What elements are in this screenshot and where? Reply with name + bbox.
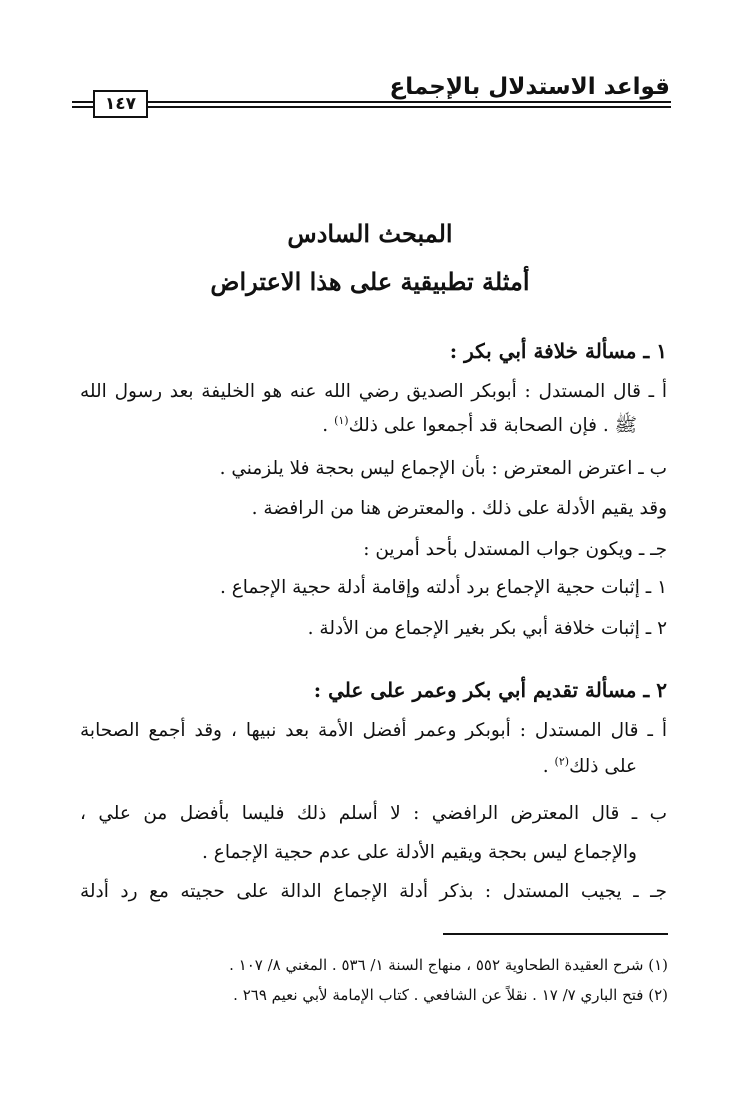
body-line: وقد يقيم الأدلة على ذلك . والمعترض هنا من الرافضة .	[251, 498, 667, 519]
body-line-text: على ذلك	[569, 756, 637, 777]
body-line: أ ـ قال المستدل : أبوبكر وعمر أفضل الأمة بعد نبيها ، وقد أجمع الصحابة	[80, 720, 667, 741]
body-line: ٢ ـ إثبات خلافة أبي بكر بغير الإجماع من الأدلة .	[307, 618, 667, 639]
body-line: أ ـ قال المستدل : أبوبكر الصديق رضي الله عنه هو الخليفة بعد رسول الله	[80, 381, 667, 402]
body-line: جـ ـ ويكون جواب المستدل بأحد أمرين :	[363, 539, 667, 560]
footnote-rule	[443, 933, 668, 935]
section-subtitle: أمثلة تطبيقية على هذا الاعتراض	[210, 267, 530, 296]
footnote-ref-1: (١)	[334, 413, 349, 427]
section-title: المبحث السادس	[287, 219, 453, 248]
header-double-rule	[72, 101, 671, 108]
body-line: ١ ـ إثبات حجية الإجماع برد أدلته وإقامة أدلة حجية الإجماع .	[219, 577, 667, 598]
body-line: ب ـ قال المعترض الرافضي : لا أسلم ذلك فليسا بأفضل من علي ،	[80, 803, 667, 824]
body-line: ب ـ اعترض المعترض : بأن الإجماع ليس بحجة فلا يلزمني .	[219, 458, 667, 479]
footnote-1: (١) شرح العقيدة الطحاوية ٥٥٢ ، منهاج السنة ١/ ٥٣٦ . المغني ٨/ ١٠٧ .	[229, 956, 668, 974]
body-line	[322, 411, 637, 441]
body-line-end: .	[322, 415, 335, 436]
footnote-2: (٢) فتح الباري ٧/ ١٧ . نقلاً عن الشافعي . كتاب الإمامة لأبي نعيم ٢٦٩ .	[233, 986, 668, 1004]
running-title: قواعد الاستدلال بالإجماع	[389, 74, 670, 100]
body-line: والإجماع ليس بحجة ويقيم الأدلة على عدم حجية الإجماع .	[202, 842, 637, 863]
issue-1-heading: ١ ـ مسألة خلافة أبي بكر :	[449, 339, 667, 363]
body-line: جـ ـ يجيب المستدل : بذكر أدلة الإجماع الدالة على حجيته مع رد أدلة	[80, 881, 667, 902]
body-line-end: .	[542, 756, 555, 777]
page-number: ١٤٧	[93, 90, 148, 118]
issue-2-heading: ٢ ـ مسألة تقديم أبي بكر وعمر على علي :	[313, 678, 667, 702]
body-line-text: ﷺ . فإن الصحابة قد أجمعوا على ذلك	[348, 415, 637, 436]
body-line	[543, 752, 637, 782]
footnote-ref-2: (٢)	[554, 754, 570, 768]
